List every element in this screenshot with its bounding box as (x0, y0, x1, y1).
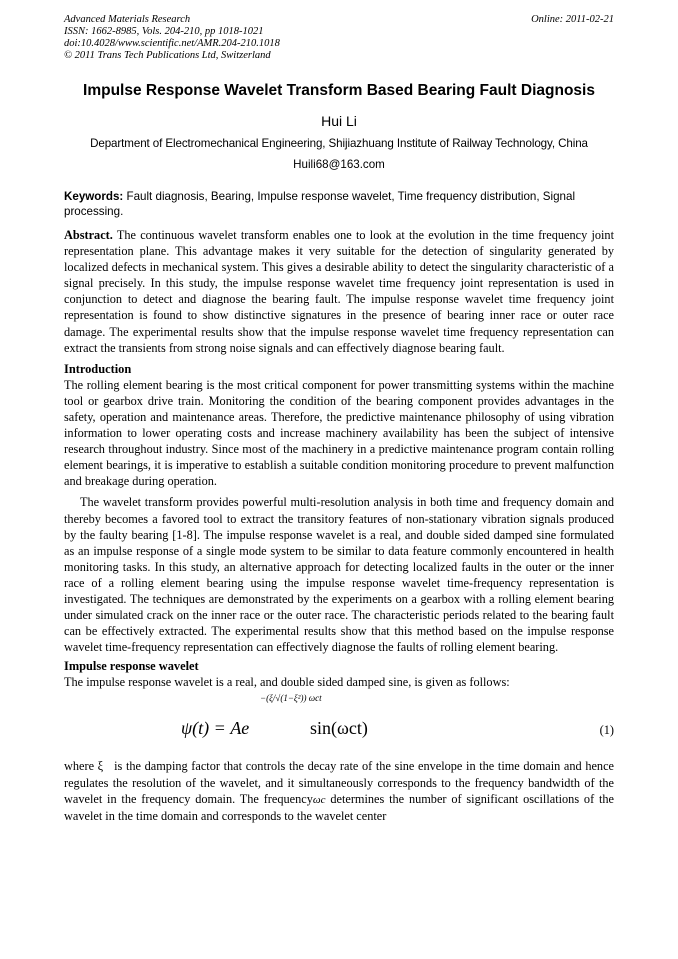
irw-text-2: determines the number of significant oscillations of the wavelet in the time domain and corresponds to the wavelet center (64, 791, 614, 823)
equation-number: (1) (599, 723, 614, 738)
irw-heading: Impulse response wavelet (64, 659, 199, 674)
keywords (64, 189, 614, 219)
equation-exponent: −(ξ/√(1−ξ²)) ωct (260, 693, 322, 704)
irw-where: where ξ (64, 759, 104, 774)
journal-header (64, 14, 614, 62)
journal-name: Advanced Materials Research (64, 14, 191, 25)
online-date: Online: 2011-02-21 (531, 14, 614, 25)
author-name: Hui Li (321, 113, 357, 129)
introduction-paragraph-1: The rolling element bearing is the most critical component for power transmitting systems within the machine tool or gearbox drive train. Monitoring the condition of the bearing component provides advantages in the safety, operation and maintenance areas. Therefore, the predictive maintenance philosophy of using vibration information to lower operating costs and increase machinery availability has been the subject of intensive research throughout industry. Since most of the machinery in a predictive maintenance program contain rolling element bearings, it is imperative to establish a suitable condition monitoring procedure to prevent malfunction and breakage during operation. (64, 377, 614, 489)
issn-line: ISSN: 1662-8985, Vols. 204-210, pp 1018-1021 (64, 26, 264, 37)
equation-rhs: sin(ωct) (310, 718, 368, 739)
author-affiliation: Department of Electromechanical Engineering, Shijiazhuang Institute of Railway Technology, China (90, 137, 588, 150)
paper-title: Impulse Response Wavelet Transform Based Bearing Fault Diagnosis (83, 82, 595, 99)
keywords-text: Fault diagnosis, Bearing, Impulse response wavelet, Time frequency distribution, Signal processing. (64, 190, 576, 218)
abstract-label: Abstract. (64, 228, 113, 242)
introduction-heading: Introduction (64, 361, 132, 376)
omega-c-symbol: ωc (312, 793, 326, 806)
keywords-label: Keywords: (64, 190, 124, 203)
paper-page (64, 14, 614, 824)
doi-line[interactable]: doi:10.4028/www.scientific.net/AMR.204-210.1018 (64, 38, 280, 49)
equation-lhs: ψ(t) = Ae (181, 718, 250, 739)
irw-explanation (64, 758, 614, 823)
copyright-line: © 2011 Trans Tech Publications Ltd, Switzerland (64, 50, 271, 61)
equation-1 (64, 690, 614, 758)
introduction-paragraph-2: The wavelet transform provides powerful multi-resolution analysis in both time and frequency domain and thereby becomes a favored tool to extract the transitory features of non-stationary vibration signals produced by the faulty bearing [1-8]. The impulse response wavelet is a real, and double sided damped sine formulated as an impulse response of a single mode system to be similar to data feature commonly encountered in health monitoring tasks. In this study, an alternative approach for detecting localized faults in the outer or the inner race of a rolling element bearing using the impulse response wavelet time-frequency representation is investigated. The techniques are demonstrated by the experiments on a gearbox with a rolling element bearing under simulated crack on the inner race or the outer race. The characteristic periods related to the bearing fault can be effectively extracted. The experimental results show that this method based on the impulse response wavelet time-frequency representation can effectively diagnose the faults of rolling element bearing. (64, 495, 614, 655)
irw-intro: The impulse response wavelet is a real, and double sided damped sine, is given as follows: (64, 675, 510, 690)
author-email[interactable]: Huili68@163.com (293, 158, 385, 171)
irw-text-1: is the damping factor that controls the decay rate of the sine envelope in the time domain and hence regulates the resolution of the wavelet, and it simultaneously corresponds to the frequency bandwidth of the wavelet in the frequency domain. The frequency (64, 759, 614, 806)
abstract (64, 227, 614, 356)
abstract-text: The continuous wavelet transform enables one to look at the evolution in the time frequency joint representation plane. This advantage makes it very suitable for the detection of singularity generated by localized defects in mechanical system. This gives a desirable ability to detect the singularity characteristic of a signal precisely. In this study, the impulse response wavelet time frequency joint representation is used in conjunction to detect and diagnose the bearing fault. The impulse response wavelet time frequency joint representation is found to show distinctive signatures in the presence of bearing inner race or outer race damage. The experimental results show that the impulse response wavelet time frequency representation can extract the transients from strong noise signals and can effectively diagnose bearing fault. (64, 228, 614, 355)
